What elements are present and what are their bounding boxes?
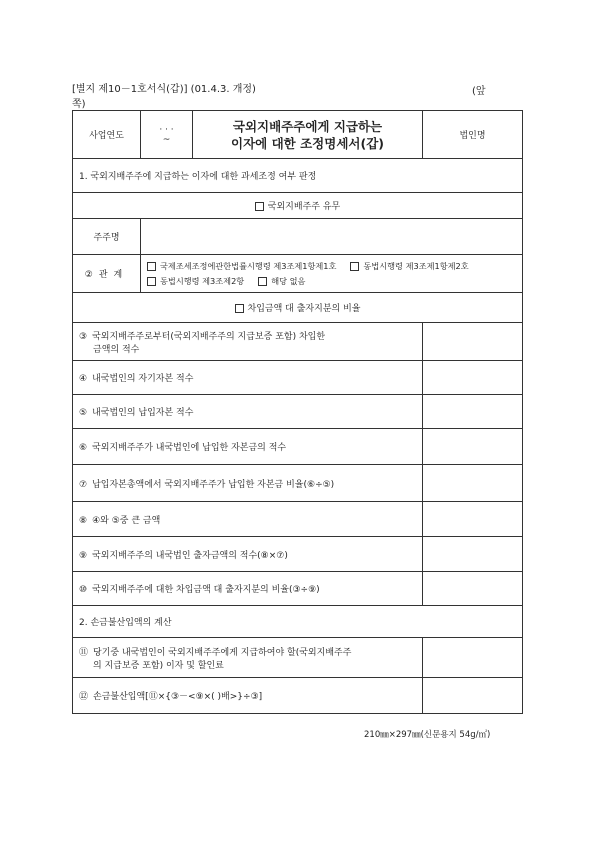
row-label bbox=[73, 537, 423, 572]
table-row bbox=[73, 465, 523, 502]
relation-option-2-checkbox[interactable] bbox=[350, 262, 359, 271]
row-label bbox=[73, 638, 423, 678]
relation-option-3[interactable] bbox=[147, 274, 244, 289]
row-number: ⑩ bbox=[79, 585, 88, 595]
form-title bbox=[193, 111, 423, 159]
row-value-field[interactable] bbox=[423, 678, 523, 714]
row-label bbox=[73, 502, 423, 537]
row-text: 손금불산입액[⑪×{③－<⑨×( )배>}÷③] bbox=[93, 692, 263, 702]
relation-label bbox=[73, 255, 141, 293]
relation-option-1[interactable] bbox=[147, 259, 336, 274]
row-label bbox=[73, 395, 423, 429]
shareholder-name-label: 주주명 bbox=[73, 219, 141, 255]
table-row bbox=[73, 502, 523, 537]
relation-option-4-label: 해당 없음 bbox=[271, 275, 306, 286]
row-number: ⑪ bbox=[79, 647, 89, 658]
row-text: 국외지배주주의 내국법인 출자금액의 적수(⑧×⑦) bbox=[92, 550, 288, 561]
side-indicator: (앞 bbox=[472, 86, 486, 97]
row-value-field[interactable] bbox=[423, 395, 523, 429]
shareholder-name-field[interactable] bbox=[141, 219, 523, 255]
row-number: ⑧ bbox=[79, 515, 88, 526]
row-text: ④와 ⑤중 큰 금액 bbox=[92, 515, 161, 526]
relation-option-4[interactable] bbox=[258, 274, 305, 289]
table-row bbox=[73, 638, 523, 678]
row-text: 국외지배주주가 내국법인에 납입한 자본금의 적수 bbox=[92, 443, 287, 453]
section2-heading: 2. 손금불산입액의 계산 bbox=[73, 606, 523, 638]
relation-option-3-label: 동법시행령 제3조제2항 bbox=[160, 275, 245, 286]
presence-label: 국외지배주주 유무 bbox=[267, 202, 341, 212]
paper-spec: 210㎜×297㎜(신문용지 54g/㎡) bbox=[364, 730, 491, 740]
relation-option-2-label: 동법시행령 제3조제1항제2호 bbox=[363, 260, 469, 271]
row-text-cont: 금액의 적수 bbox=[93, 344, 140, 355]
relation-option-3-checkbox[interactable] bbox=[147, 277, 156, 286]
row-value-field[interactable] bbox=[423, 361, 523, 395]
table-row bbox=[73, 323, 523, 361]
row-number: ⑤ bbox=[79, 408, 88, 418]
table-row bbox=[73, 537, 523, 572]
row-label bbox=[73, 465, 423, 502]
row-text: 국외지배주주로부터(국외지배주주의 지급보증 포함) 차입한 bbox=[92, 331, 326, 342]
table-row bbox=[73, 678, 523, 714]
row-label bbox=[73, 361, 423, 395]
row-value-field[interactable] bbox=[423, 502, 523, 537]
table-row bbox=[73, 429, 523, 465]
row-text: 납입자본총액에서 국외지배주주가 납입한 자본금 비율(⑥÷⑤) bbox=[92, 479, 335, 490]
row-number: ⑫ bbox=[79, 692, 89, 702]
relation-option-4-checkbox[interactable] bbox=[258, 277, 267, 286]
row-text-cont: 의 지급보증 포함) 이자 및 할인료 bbox=[93, 660, 224, 671]
row-value-field[interactable] bbox=[423, 465, 523, 502]
ratio-checkbox[interactable] bbox=[235, 304, 244, 313]
row-text: 당기중 내국법인이 국외지배주주에게 지급하여야 할(국외지배주주 bbox=[93, 647, 352, 658]
row-text: 내국법인의 납입자본 적수 bbox=[92, 408, 194, 418]
table-row bbox=[73, 395, 523, 429]
presence-row bbox=[73, 193, 523, 219]
relation-option-2[interactable] bbox=[350, 259, 468, 274]
relation-option-1-checkbox[interactable] bbox=[147, 262, 156, 271]
row-value-field[interactable] bbox=[423, 537, 523, 572]
row-label bbox=[73, 323, 423, 361]
row-label bbox=[73, 678, 423, 714]
form-title-line1: 국외지배주주에게 지급하는 bbox=[232, 118, 383, 134]
row-value-field[interactable] bbox=[423, 323, 523, 361]
ratio-heading-row bbox=[73, 293, 523, 323]
row-value-field[interactable] bbox=[423, 638, 523, 678]
row-number: ⑨ bbox=[79, 550, 88, 561]
row-number: ③ bbox=[79, 331, 88, 342]
row-number: ④ bbox=[79, 374, 88, 384]
relation-label-b: 계 bbox=[113, 270, 123, 280]
relation-label-a: 관 bbox=[98, 270, 108, 280]
table-row bbox=[73, 572, 523, 606]
relation-number: ② bbox=[84, 270, 93, 280]
adjustment-statement-form bbox=[72, 110, 523, 714]
business-year-tilde: ~ bbox=[162, 134, 171, 145]
form-reference bbox=[72, 82, 256, 112]
row-value-field[interactable] bbox=[423, 572, 523, 606]
table-row bbox=[73, 361, 523, 395]
form-reference-text: [별지 제10－1호서식(갑)] (01.4.3. 개정) bbox=[72, 84, 256, 95]
row-label bbox=[73, 429, 423, 465]
row-number: ⑦ bbox=[79, 479, 88, 490]
row-text: 국외지배주주에 대한 차입금액 대 출자지분의 비율(③÷⑨) bbox=[92, 585, 320, 595]
row-value-field[interactable] bbox=[423, 429, 523, 465]
presence-checkbox[interactable] bbox=[255, 202, 264, 211]
business-year-dots: · · · bbox=[159, 124, 174, 135]
row-text: 내국법인의 자기자본 적수 bbox=[92, 374, 194, 384]
corp-name-label: 법인명 bbox=[423, 111, 523, 159]
relation-option-1-label: 국제조세조정에관한법률시행령 제3조제1항제1호 bbox=[160, 260, 337, 271]
business-year-label: 사업연도 bbox=[73, 111, 141, 159]
form-title-line2: 이자에 대한 조정명세서(갑) bbox=[231, 135, 384, 151]
relation-options bbox=[141, 255, 523, 293]
business-year-field[interactable] bbox=[141, 111, 193, 159]
side-indicator-cont: 쪽) bbox=[72, 99, 86, 110]
row-number: ⑥ bbox=[79, 443, 88, 453]
row-label bbox=[73, 572, 423, 606]
ratio-heading: 차입금액 대 출자지분의 비율 bbox=[247, 304, 361, 314]
section1-heading: 1. 국외지배주주에 지급하는 이자에 대한 과세조정 여부 판정 bbox=[73, 159, 523, 193]
